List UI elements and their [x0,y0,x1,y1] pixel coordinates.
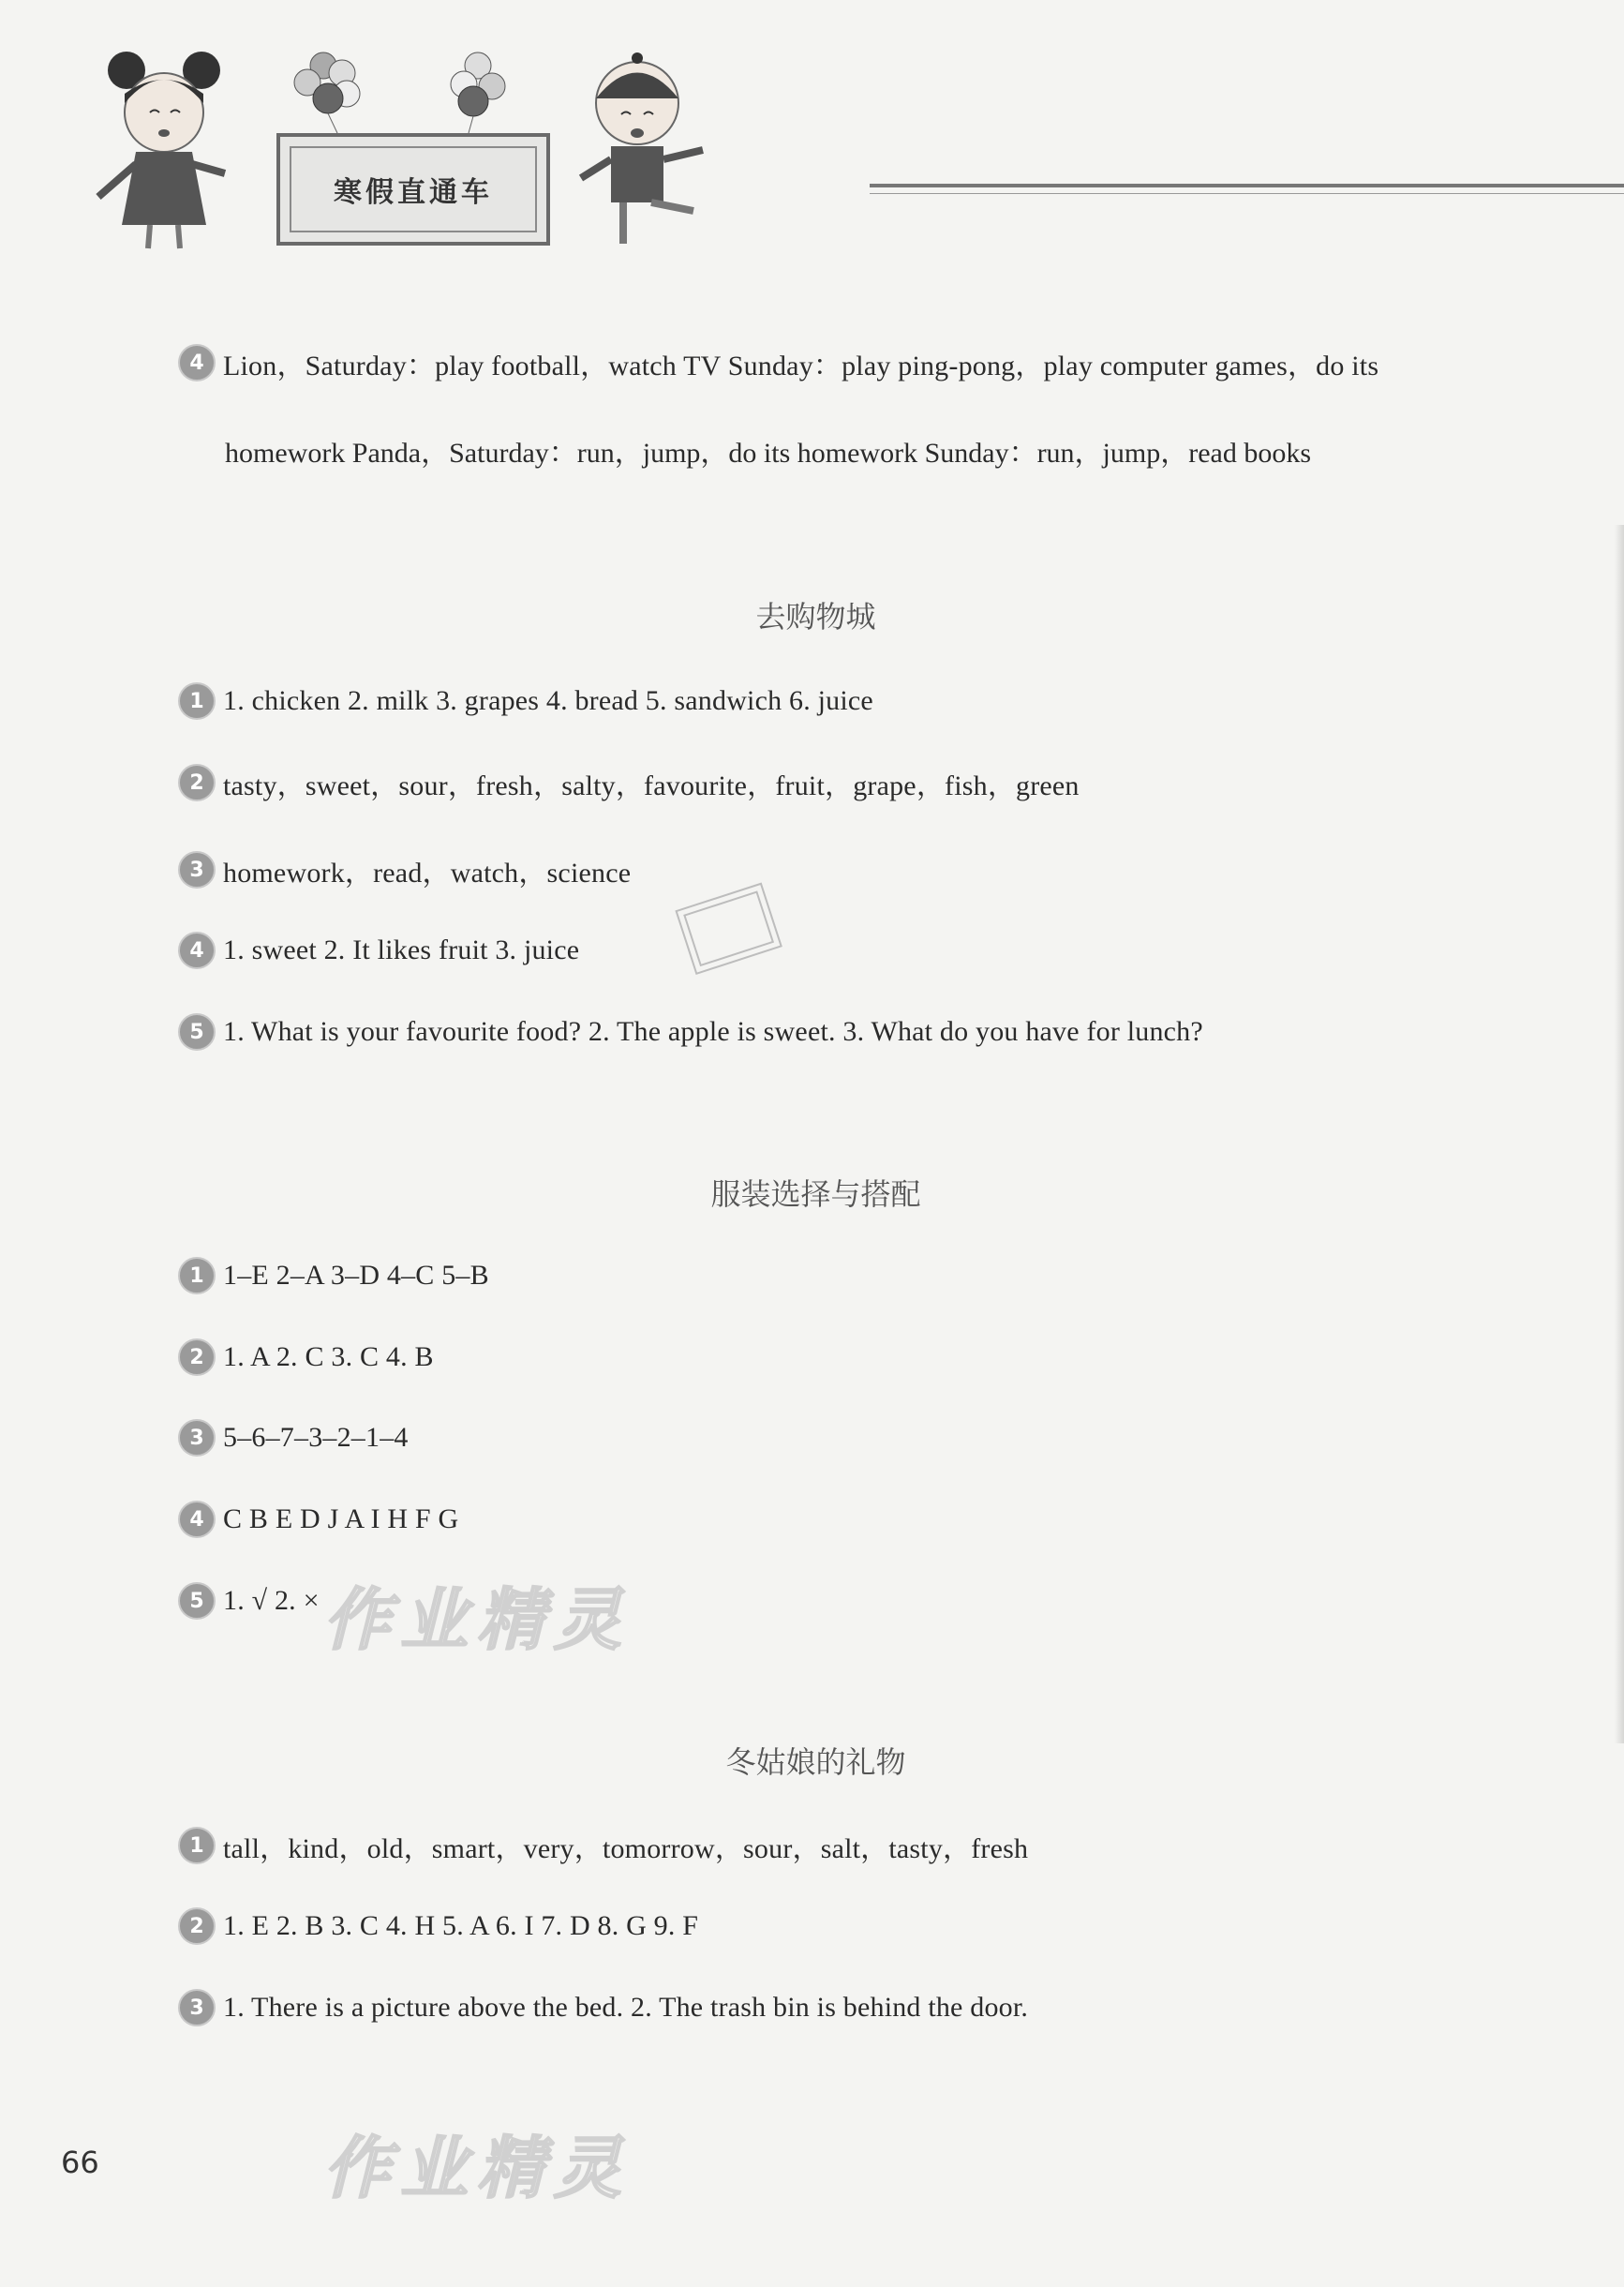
answer-line [178,1011,1203,1053]
answer-line [178,1987,1028,2028]
answer-line [178,762,1080,803]
answer-line [178,342,1378,383]
number-badge: 1 [178,682,216,720]
header-rule-thin [870,193,1624,194]
answer-text: 1–E 2–A 3–D 4–C 5–B [223,1260,489,1291]
answer-line [178,1337,434,1378]
number-badge: 4 [178,1501,216,1538]
answer-line [178,1580,320,1622]
answer-text: 1. A 2. C 3. C 4. B [223,1341,434,1372]
answer-text: 5–6–7–3–2–1–4 [223,1422,409,1453]
answer-text: 1. √ 2. × [223,1585,320,1616]
section-title: 冬姑娘的礼物 [725,1744,906,1780]
answer-line [178,849,631,890]
number-badge: 5 [178,1013,216,1051]
page-number: 66 [61,2145,99,2180]
answer-text: Lion，Saturday：play football，watch TV Sunday：play ping-pong，play computer games，do its [223,351,1379,381]
number-badge: 1 [178,1827,216,1864]
number-badge: 5 [178,1582,216,1620]
answer-line [178,680,873,722]
number-badge: 3 [178,1989,216,2026]
answer-text: tall，kind，old，smart，very，tomorrow，sour，salt，tasty，fresh [223,1833,1029,1864]
number-badge: 1 [178,1257,216,1294]
answer-text: homework，read，watch，science [223,858,632,889]
answer-text: 1. What is your favourite food? 2. The apple is sweet. 3. What do you have for lunch? [223,1016,1203,1047]
answer-text: tasty，sweet，sour，fresh，salty，favourite，fruit，grape，fish，green [223,770,1080,801]
answer-line [178,1417,409,1458]
answer-text: 1. E 2. B 3. C 4. H 5. A 6. I 7. D 8. G 9. F [223,1910,699,1941]
section-title: 服装选择与搭配 [710,1176,921,1212]
answer-line [178,930,579,971]
stamp-watermark-icon [661,876,801,979]
answer-text: 1. chicken 2. milk 3. grapes 4. bread 5. sandwich 6. juice [223,685,873,716]
answer-line [178,1906,698,1947]
answer-text: C B E D J A I H F G [223,1503,459,1534]
answer-line [178,1825,1028,1866]
answer-continuation: homework Panda，Saturday：run，jump，do its homework Sunday：run，jump，read books [225,438,1312,469]
banner-title: 寒假直通车 [290,146,537,232]
number-badge: 4 [178,344,216,381]
section-title: 去购物城 [755,599,876,635]
watermark: 作业精灵 [323,2129,632,2207]
answer-line [178,1255,489,1296]
number-badge: 4 [178,932,216,969]
answer-text: 1. sweet 2. It likes fruit 3. juice [223,934,580,965]
number-badge: 2 [178,764,216,801]
watermark: 作业精灵 [323,1580,632,1659]
number-badge: 2 [178,1338,216,1376]
page-edge-shadow [1615,525,1624,1743]
number-badge: 2 [178,1907,216,1945]
answer-text: 1. There is a picture above the bed. 2. The trash bin is behind the door. [223,1992,1029,2023]
number-badge: 3 [178,1419,216,1457]
answer-line [178,1499,458,1540]
number-badge: 3 [178,851,216,889]
header-rule [870,184,1624,187]
header-banner [276,133,550,246]
